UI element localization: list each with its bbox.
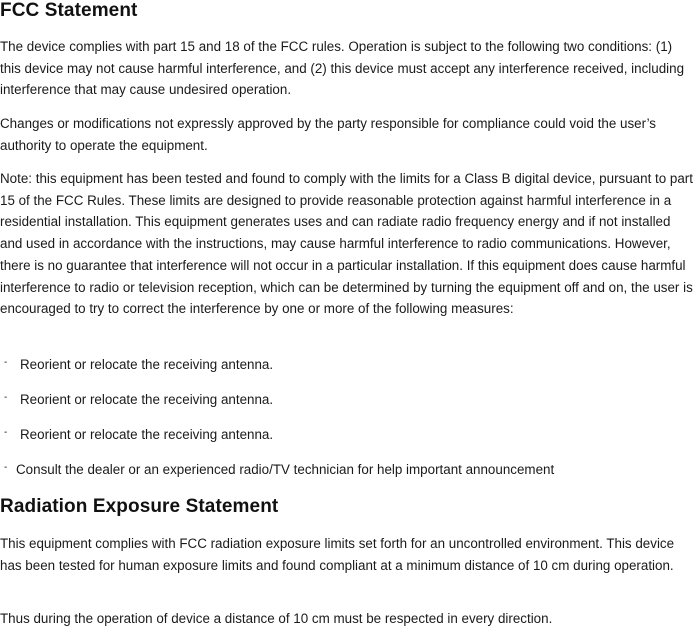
measures-list (0, 354, 696, 494)
bullet-marker: - (4, 357, 8, 368)
distance-requirement-paragraph: Thus during the operation of device a distance of 10 cm must be respected in every direction. (0, 611, 553, 626)
fcc-compliance-paragraph: The device complies with part 15 and 18 of the FCC rules. Operation is subject to the following two conditions: (1) this device may not cause harmful interference, and (2) this device must accept any interference received, including interference that may cause undesired operation. (0, 39, 685, 98)
list-item (0, 354, 696, 389)
radiation-exposure-heading: Radiation Exposure Statement (0, 496, 279, 517)
bullet-marker: - (4, 392, 8, 403)
list-item-text: Reorient or relocate the receiving antenna. (20, 392, 274, 407)
list-item-text: Consult the dealer or an experienced radio/TV technician for help important announcement (16, 462, 555, 477)
list-item (0, 389, 696, 424)
bullet-marker: - (4, 462, 8, 473)
list-item (0, 424, 696, 459)
list-item (0, 459, 696, 494)
bullet-marker: - (4, 427, 8, 438)
radiation-limits-paragraph: This equipment complies with FCC radiation exposure limits set forth for an uncontrolled environment. This device has been tested for human exposure limits and found compliant at a minimum distance of 10 cm during operation. (0, 536, 675, 573)
fcc-statement-heading: FCC Statement (0, 0, 138, 21)
list-item-text: Reorient or relocate the receiving antenna. (20, 427, 274, 442)
changes-modifications-paragraph: Changes or modifications not expressly approved by the party responsible for compliance could void the user’s authority to operate the equipment. (0, 116, 657, 153)
list-item-text: Reorient or relocate the receiving antenna. (20, 357, 274, 372)
class-b-note-paragraph: Note: this equipment has been tested and found to comply with the limits for a Class B digital device, pursuant to part 15 of the FCC Rules. These limits are designed to provide reasonable protection against harmful interference in a residential installation. This equipment generates uses and can radiate radio frequency energy and if not installed and used in accordance with the instructions, may cause harmful interference to radio communications. However, there is no guarantee that interference will not occur in a particular installation. If this equipment does cause harmful interference to radio or television reception, which can be determined by turning the equipment off and on, the user is encouraged to try to correct the interference by one or more of the following measures: (0, 171, 693, 317)
